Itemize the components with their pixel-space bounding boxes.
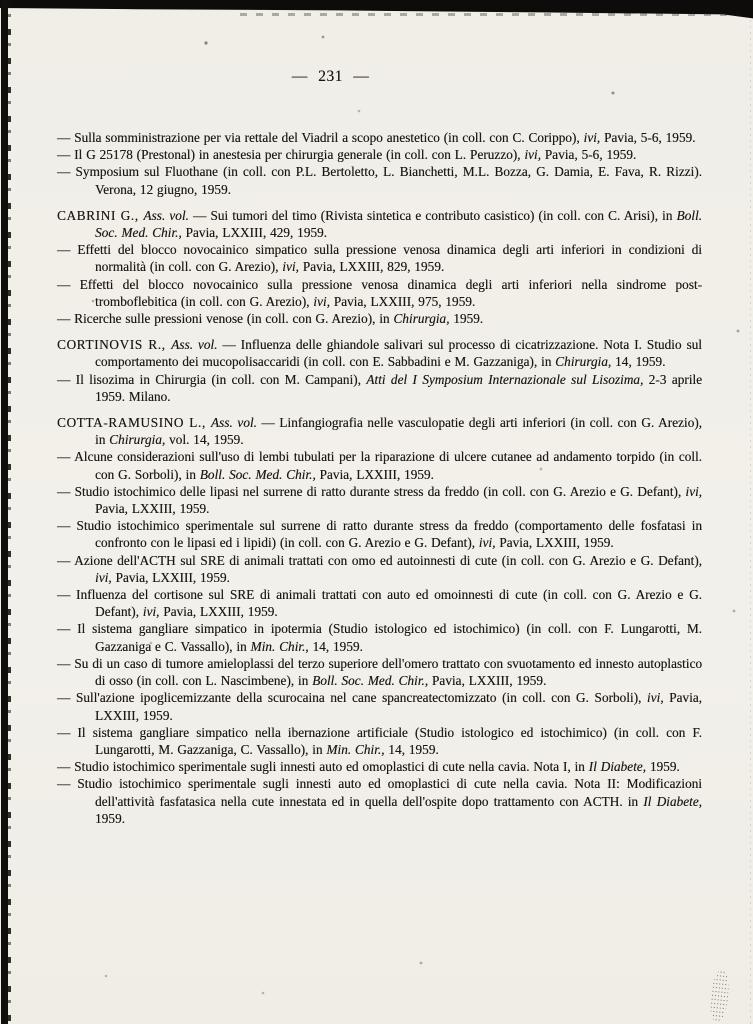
entry-text: — Studio istochimico sperimentale sugli innesti auto ed omoplastici di cute nella cavia. Nota II: Modificazioni dell'attività fasfatasica nella cute innestata ed in quella dell'ospite dopo trattamento con ACTH. in	[57, 776, 702, 809]
entry-text: — Effetti del blocco novocainico simpatico sulla pressione venosa dinamica degli arti inferiori in condizioni di normalità (in coll. con G. Arezio),	[57, 242, 702, 275]
scan-right-edge-noise	[749, 0, 753, 1024]
bibliography-entry	[57, 241, 702, 275]
entry-text: — Sulla somministrazione per via rettale del Viadril a scopo anestetico (in coll. con C. Corippo),	[57, 130, 584, 145]
bibliography-entry	[57, 517, 702, 551]
scan-top-edge-artifact	[0, 0, 753, 20]
scan-dust-specks	[0, 0, 2, 2]
entry-text-italic: Boll. Soc. Med. Chir.,	[95, 207, 702, 241]
entry-text: Pavia, LXXIII, 1959.	[495, 535, 614, 551]
entry-text-italic: Ass. vol.	[171, 337, 218, 353]
entry-text: 2-3 aprile 1959. Milano.	[95, 371, 702, 404]
entry-text: Pavia, LXXIII, 1959.	[159, 604, 278, 620]
bibliography-entry	[57, 483, 702, 517]
entry-author-name: CORTINOVIS R.,	[57, 337, 172, 353]
entry-text-italic: ivi,	[313, 293, 330, 309]
entry-text: Pavia, LXXIII, 1959.	[428, 673, 547, 689]
entry-text: — Il lisozima in Chirurgia (in coll. con M. Campani),	[57, 371, 367, 387]
entry-text-italic: Ass. vol.	[210, 415, 257, 431]
entry-text-italic: Atti del I Symposium Internazionale sul Lisozima,	[366, 371, 644, 387]
bibliography-entry	[57, 586, 702, 620]
scan-left-spine-artifact	[1, 0, 8, 1024]
entry-text: — Studio istochimico delle lipasi nel surrene di ratto durante stress da freddo (in coll. con G. Arezio e G. Defant),	[57, 483, 686, 499]
bibliography-entry	[57, 655, 702, 689]
entry-text: Pavia, LXXIII, 1959.	[95, 501, 210, 517]
entry-text: Pavia, 5-6, 1959.	[600, 130, 696, 145]
entry-text: — Studio istochimico sperimentale sugli innesti auto ed omoplastici di cute nella cavia. Nota I, in	[57, 759, 589, 775]
entry-author-name: COTTA-RAMUSINO L.,	[57, 415, 211, 431]
entry-text: Pavia, LXXIII, 1959.	[95, 690, 702, 723]
entry-text-italic: ivi,	[95, 569, 112, 585]
bibliography-entry	[57, 146, 702, 163]
page-number: — 231 —	[291, 68, 370, 85]
entry-text: — Su di un caso di tumore amieloplassi del terzo superiore dell'omero trattato con svuotamento ed innesto autoplastico di osso (in coll. con L. Nascimbene), in	[57, 655, 702, 689]
bibliography-entry	[57, 207, 702, 241]
entry-text-italic: Boll. Soc. Med. Chir.,	[199, 466, 316, 482]
entry-text: — Alcune considerazioni sull'uso di lembi tubulati per la riparazione di ulcere cutanee ad andamento torpido (in coll. con G. Sorboli), in	[57, 449, 702, 482]
entry-text: 14, 1959.	[308, 638, 363, 654]
entry-text-italic: Chirurgia,	[109, 432, 166, 448]
entry-text-italic: Chirurgia,	[393, 311, 450, 327]
entry-author-name: CABRINI G.,	[57, 207, 144, 223]
bibliography-entry	[57, 163, 702, 197]
entry-text-italic: Chirurgia,	[555, 354, 612, 370]
bibliography-entry	[57, 310, 702, 327]
entry-text: Pavia, LXXIII, 1959.	[111, 569, 230, 585]
entry-text: — Il sistema gangliare simpatico in ipotermia (Studio istologico ed istochimico) (in coll. con F. Lungarotti, M. Gazzaniga e C. Vassallo), in	[57, 621, 702, 654]
entry-text: — Sui tumori del timo (Rivista sintetica e contributo casistico) (in coll. con C. Arisi), in	[188, 207, 677, 223]
entry-text: 1959.	[449, 311, 484, 327]
entry-text-italic: Ass. vol.	[143, 207, 189, 223]
bibliography	[57, 129, 702, 827]
entry-text: Pavia, LXXIII, 975, 1959.	[329, 293, 476, 309]
entry-text: — Influenza delle ghiandole salivari sul processo di cicatrizzazione. Nota I. Studio sul comportamento dei mucopolisaccaridi (in coll. con E. Sabbadini e M. Gazzaniga), in	[95, 337, 702, 370]
bibliography-entry	[57, 129, 702, 146]
entry-text-italic: ivi,	[583, 130, 601, 145]
bibliography-section	[57, 336, 702, 405]
bibliography-entry	[57, 689, 702, 723]
bibliography-entry	[57, 336, 702, 370]
entry-text-italic: ivi,	[646, 690, 664, 706]
bibliography-entry	[57, 552, 702, 586]
entry-text-italic: Il Diabete,	[588, 759, 647, 775]
scan-top-smear-artifact	[240, 13, 740, 16]
entry-text: — Symposium sul Fluothane (in coll. con P.L. Bertoletto, L. Bianchetti, M.L. Bozza, G. Damia, E. Fava, R. Rizzi). Verona, 12 giugno, 1959.	[57, 164, 702, 197]
entry-text: Pavia, LXXIII, 1959.	[315, 466, 434, 482]
entry-text-italic: Min. Chir.,	[326, 741, 385, 757]
entry-text: — Linfangiografia nelle vasculopatie degli arti inferiori (in coll. con G. Arezio), in	[95, 415, 702, 448]
bibliography-section	[57, 207, 702, 327]
bibliography-section	[57, 129, 702, 198]
entry-text-italic: ivi,	[478, 535, 496, 551]
entry-text-italic: Il Diabete,	[643, 793, 702, 809]
entry-text: Pavia, LXXIII, 829, 1959.	[298, 259, 445, 275]
bibliography-section	[57, 414, 702, 827]
entry-text: vol. 14, 1959.	[165, 432, 244, 448]
bibliography-entry	[57, 371, 702, 405]
entry-text: — Influenza del cortisone sul SRE di animali trattati con auto ed omoinnesti di cute (in coll. con G. Arezio e G. Defant),	[57, 587, 702, 620]
entry-text: — Ricerche sulle pressioni venose (in coll. con G. Arezio), in	[57, 311, 394, 327]
entry-text: 14, 1959.	[384, 741, 439, 757]
entry-text: — Sull'azione ipoglicemizzante della scurocaina nel cane spancreatectomizzato (in coll. con G. Sorboli),	[57, 690, 647, 706]
entry-text: Pavia, LXXIII, 429, 1959.	[181, 225, 327, 241]
bibliography-entry	[57, 758, 702, 775]
entry-text: 1959.	[646, 759, 680, 775]
entry-text: Pavia, 5-6, 1959.	[540, 147, 637, 163]
entry-text-italic: ivi,	[142, 604, 160, 620]
bibliography-entry	[57, 620, 702, 654]
entry-text: 1959.	[95, 810, 125, 826]
entry-text: 14, 1959.	[611, 354, 666, 370]
entry-text: — Effetti del blocco novocainico sulla pressione venosa dinamica degli arti inferiori nella sindrome post-tromboflebitica (in coll. con G. Arezio),	[57, 276, 702, 309]
bibliography-entry	[57, 775, 702, 827]
entry-text: — Azione dell'ACTH sul SRE di animali trattati con omo ed autoinnesti di cute (in coll. con G. Arezio e G. Defant),	[57, 552, 702, 568]
bibliography-entry	[57, 724, 702, 758]
entry-text-italic: Min. Chir.,	[250, 638, 309, 654]
bibliography-entry	[57, 276, 702, 310]
scan-speckle-blob	[708, 969, 730, 1022]
entry-text: — Studio istochimico sperimentale sul surrene di ratto durante stress da freddo (comportamento delle fosfatasi in confronto con le lipasi ed i lipidi) (in coll. con G. Arezio e G. Defant),	[57, 518, 702, 551]
bibliography-entry	[57, 414, 702, 448]
entry-text-italic: ivi,	[685, 483, 702, 499]
entry-text-italic: ivi,	[524, 147, 541, 163]
entry-text-italic: ivi,	[282, 259, 299, 275]
entry-text: — Il G 25178 (Prestonal) in anestesia per chirurgia generale (in coll. con L. Peruzzo),	[57, 147, 525, 163]
entry-text: — Il sistema gangliare simpatico nella ibernazione artificiale (Studio istologico ed istochimico) (in coll. con F. Lungarotti, M. Gazzaniga, C. Vassallo), in	[57, 724, 702, 757]
entry-text-italic: Boll. Soc. Med. Chir.,	[312, 673, 429, 689]
bibliography-entry	[57, 448, 702, 482]
